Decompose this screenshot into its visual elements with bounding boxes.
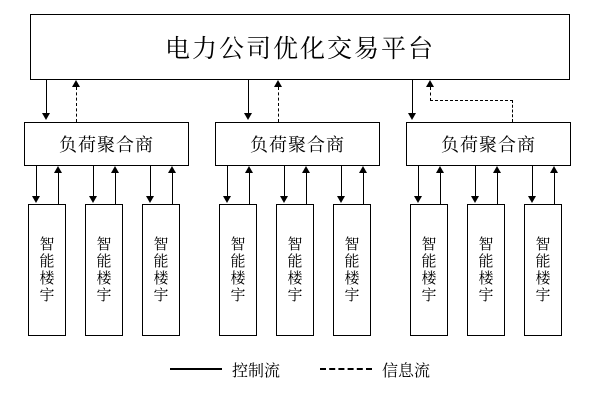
info-link-agg3-platform <box>430 87 431 101</box>
info-link-agg2-platform <box>278 87 279 122</box>
aggregator-label-2: 负荷聚合商 <box>250 135 345 156</box>
arrowhead-up-bld1 <box>54 166 62 173</box>
building-label-1: 智能楼宇 <box>39 235 55 304</box>
control-link-agg3-bld9 <box>532 166 533 197</box>
arrowhead-down-agg1 <box>42 113 50 120</box>
info-link-agg3-bridge <box>430 100 513 101</box>
control-link-agg3-bld8 <box>475 166 476 197</box>
control-link-agg2-bld5 <box>284 166 285 197</box>
arrowhead-down-bld3 <box>146 196 154 203</box>
building-box-4 <box>219 204 257 336</box>
arrowhead-down-bld4 <box>223 196 231 203</box>
building-box-3 <box>142 204 180 336</box>
arrowhead-down-bld9 <box>528 196 536 203</box>
arrowhead-down-bld6 <box>337 196 345 203</box>
building-box-9 <box>524 204 562 336</box>
info-link-agg3-riser <box>512 100 513 122</box>
building-label-2: 智能楼宇 <box>96 235 112 304</box>
arrowhead-down-agg3 <box>408 113 416 120</box>
aggregator-box-1 <box>24 122 189 166</box>
arrowhead-up-agg3 <box>426 80 434 87</box>
info-link-bld7-agg3 <box>440 173 441 204</box>
aggregator-label-1: 负荷聚合商 <box>59 135 154 156</box>
info-link-bld6-agg2 <box>363 173 364 204</box>
info-link-bld8-agg3 <box>497 173 498 204</box>
building-label-3: 智能楼宇 <box>153 235 169 304</box>
building-label-9: 智能楼宇 <box>535 235 551 304</box>
control-link-agg1-bld3 <box>150 166 151 197</box>
control-link-agg3-bld7 <box>418 166 419 197</box>
aggregator-label-3: 负荷聚合商 <box>441 135 536 156</box>
arrowhead-up-bld5 <box>302 166 310 173</box>
arrowhead-up-agg2 <box>274 80 282 87</box>
info-link-bld4-agg2 <box>249 173 250 204</box>
info-link-bld3-agg1 <box>172 173 173 204</box>
legend-label-info-flow: 信息流 <box>382 360 431 380</box>
legend <box>0 352 600 386</box>
arrowhead-up-bld8 <box>493 166 501 173</box>
building-box-1 <box>28 204 66 336</box>
solid-line-icon <box>170 368 222 370</box>
building-box-6 <box>333 204 371 336</box>
legend-item-info-flow <box>320 358 430 381</box>
arrowhead-up-bld7 <box>436 166 444 173</box>
arrowhead-down-bld7 <box>414 196 422 203</box>
control-link-agg2-bld6 <box>341 166 342 197</box>
building-label-4: 智能楼宇 <box>230 235 246 304</box>
control-link-platform-agg1 <box>46 80 47 114</box>
arrowhead-down-bld5 <box>280 196 288 203</box>
building-box-5 <box>276 204 314 336</box>
platform-label: 电力公司优化交易平台 <box>164 34 435 63</box>
building-box-7 <box>410 204 448 336</box>
control-link-agg2-bld4 <box>227 166 228 197</box>
arrowhead-up-bld9 <box>550 166 558 173</box>
control-link-platform-agg2 <box>248 80 249 114</box>
info-link-bld1-agg1 <box>58 173 59 204</box>
control-link-platform-agg3 <box>412 80 413 114</box>
aggregator-box-2 <box>215 122 380 166</box>
arrowhead-up-bld4 <box>245 166 253 173</box>
building-label-8: 智能楼宇 <box>478 235 494 304</box>
arrowhead-up-bld2 <box>111 166 119 173</box>
arrowhead-up-bld6 <box>359 166 367 173</box>
aggregator-box-3 <box>406 122 571 166</box>
control-link-agg1-bld2 <box>93 166 94 197</box>
building-label-7: 智能楼宇 <box>421 235 437 304</box>
info-link-bld5-agg2 <box>306 173 307 204</box>
info-link-bld9-agg3 <box>554 173 555 204</box>
dashed-line-icon <box>320 368 372 370</box>
building-box-2 <box>85 204 123 336</box>
building-box-8 <box>467 204 505 336</box>
building-label-6: 智能楼宇 <box>344 235 360 304</box>
arrowhead-down-bld2 <box>89 196 97 203</box>
arrowhead-up-bld3 <box>168 166 176 173</box>
info-link-bld2-agg1 <box>115 173 116 204</box>
arrowhead-up-agg1 <box>72 80 80 87</box>
legend-item-control-flow <box>170 358 280 381</box>
control-link-agg1-bld1 <box>36 166 37 197</box>
platform-box <box>30 14 570 80</box>
arrowhead-down-bld1 <box>32 196 40 203</box>
arrowhead-down-bld8 <box>471 196 479 203</box>
building-label-5: 智能楼宇 <box>287 235 303 304</box>
arrowhead-down-agg2 <box>244 113 252 120</box>
info-link-agg1-platform <box>76 87 77 122</box>
legend-label-control-flow: 控制流 <box>231 360 280 380</box>
